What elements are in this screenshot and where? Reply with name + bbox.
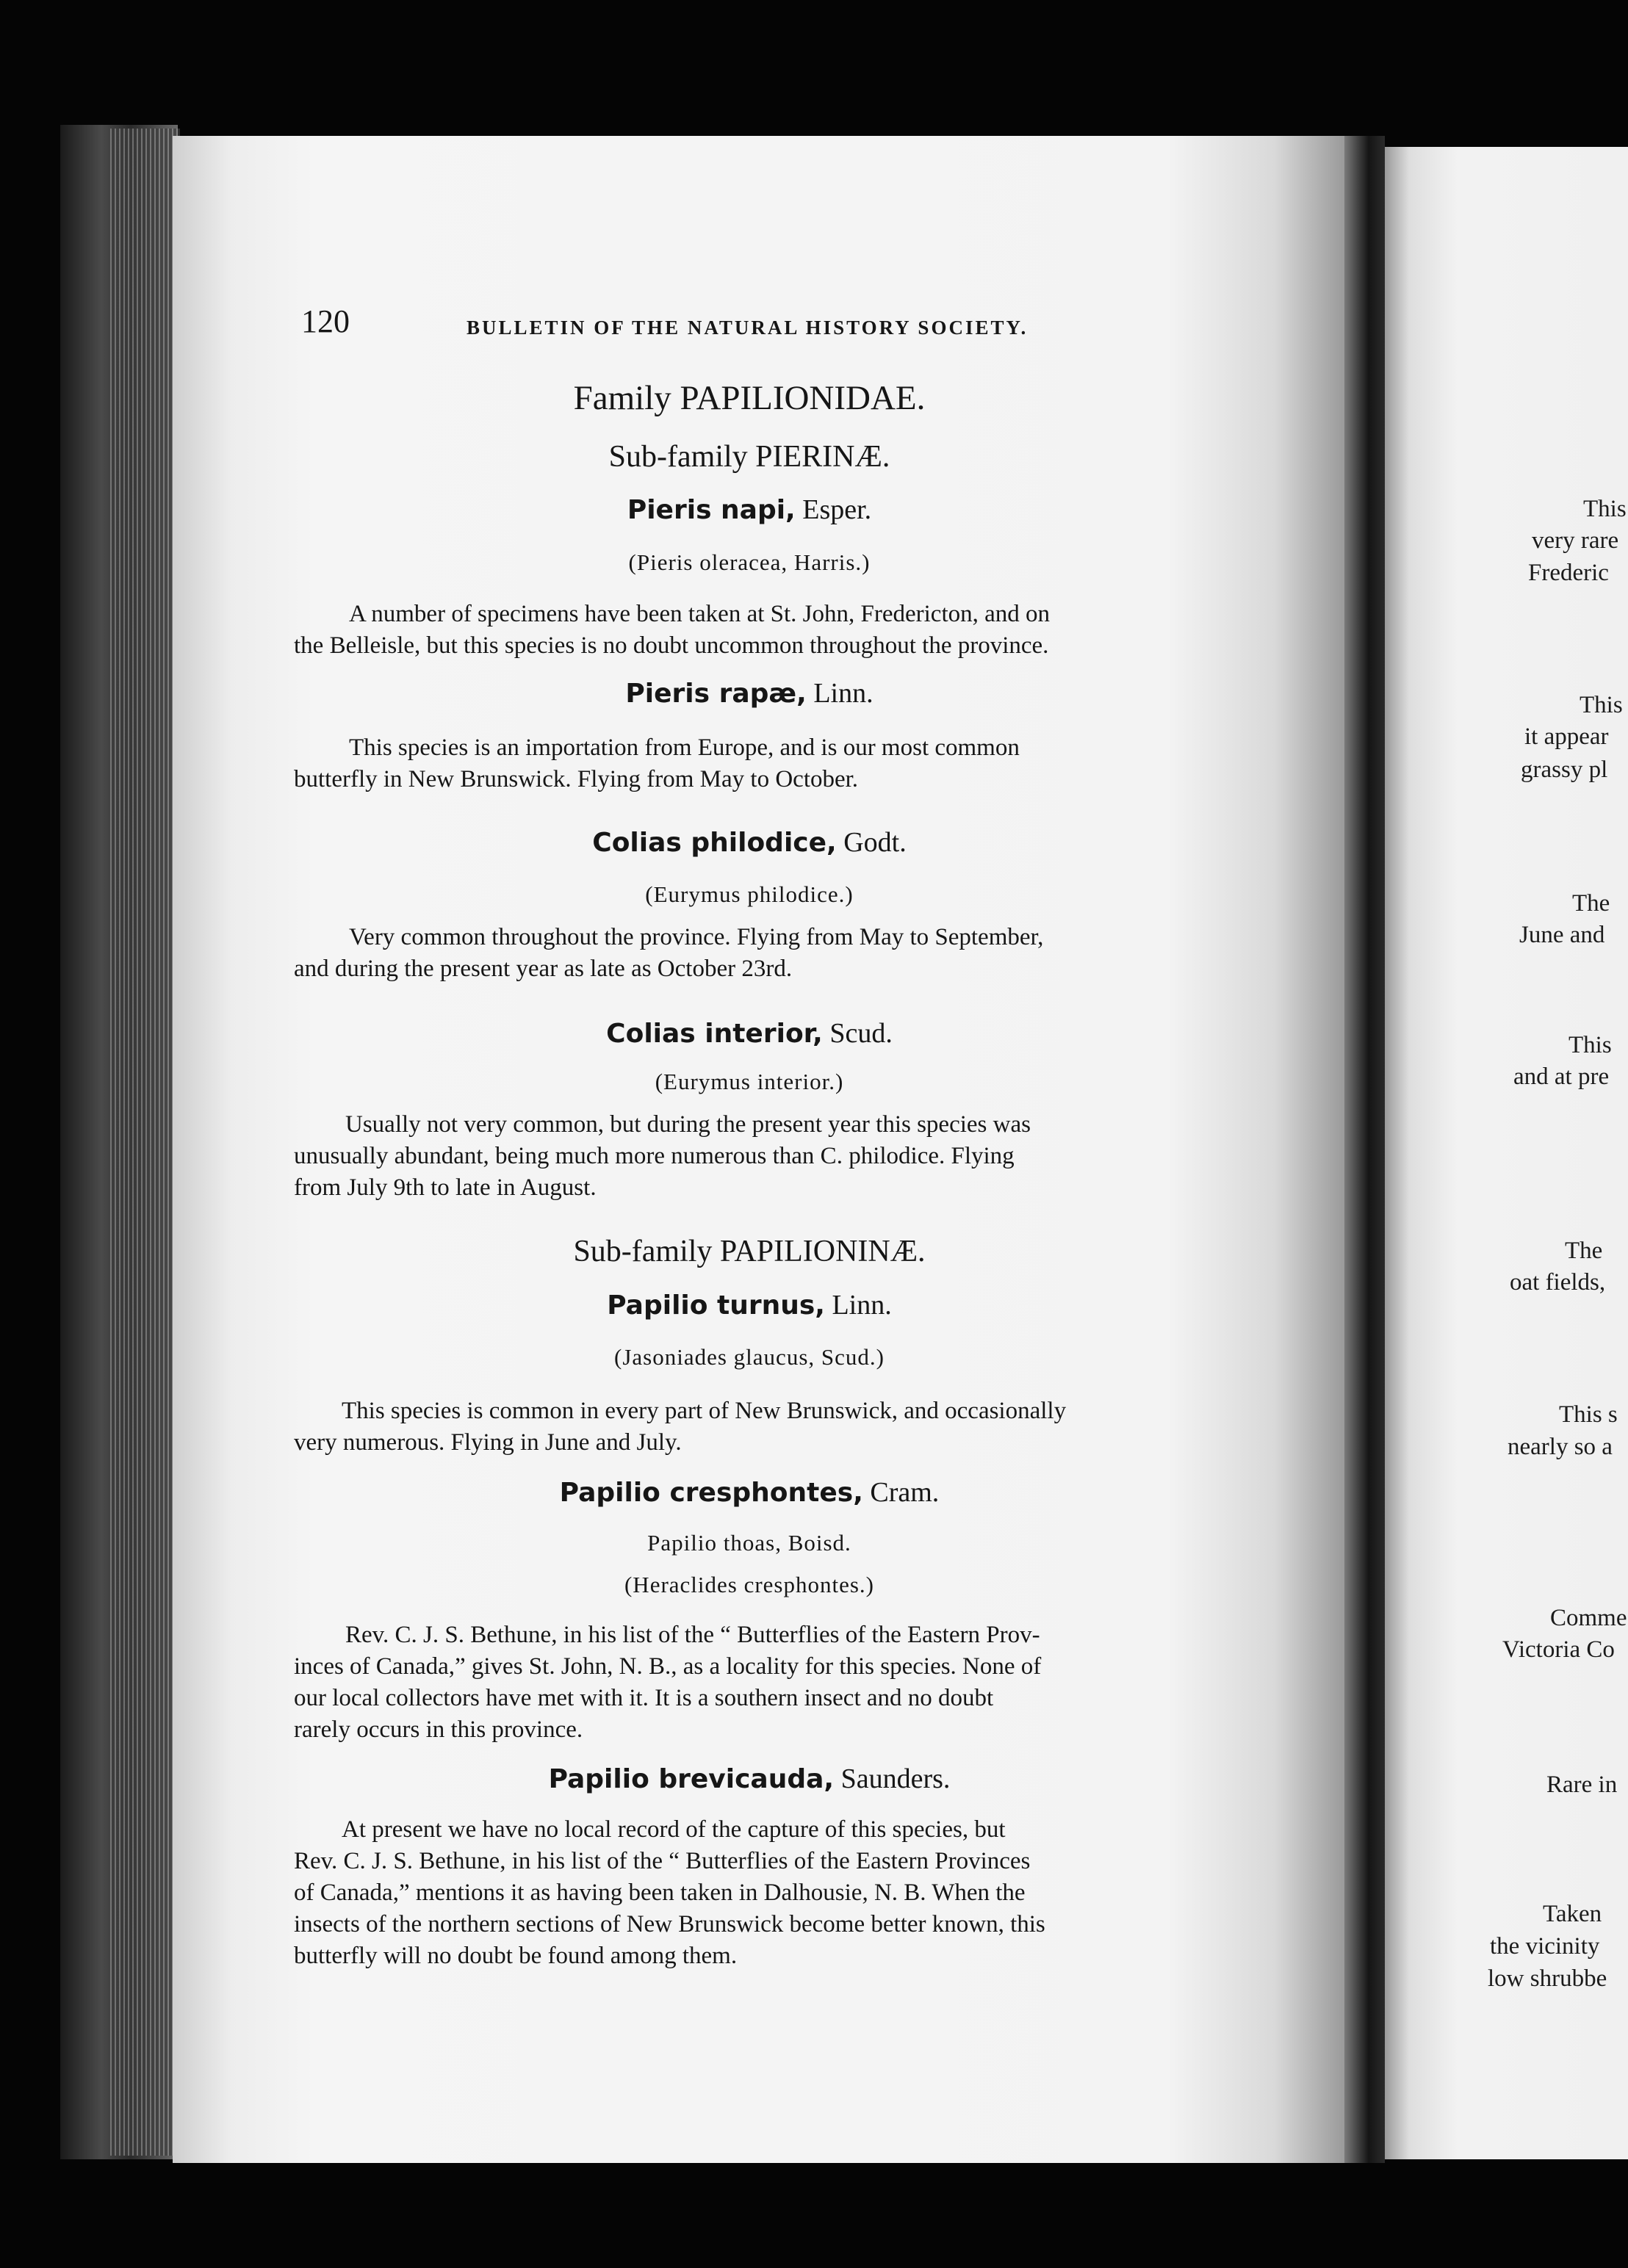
right-page-fragment: Frederic [1528, 560, 1609, 586]
species-description [294, 1109, 1223, 1204]
text-line: Rev. C. J. S. Bethune, in his list of the “ Butterflies of the Eastern Provinces [294, 1848, 1031, 1874]
text-line: Usually not very common, but during the present year this species was [345, 1111, 1031, 1138]
species-description [294, 1619, 1223, 1746]
synonym: Papilio thoas, Boisd. [647, 1530, 851, 1556]
right-page-fragment: low shrubbe [1488, 1965, 1607, 1992]
right-page-fragment: Comme [1550, 1605, 1627, 1631]
text-line: Rev. C. J. S. Bethune, in his list of the “ Butterflies of the Eastern Prov- [345, 1622, 1040, 1648]
species-name: Pieris rapæ, [625, 679, 807, 709]
text-line: This species is common in every part of New Brunswick, and occasionally [342, 1398, 1067, 1424]
species-author: Cram. [862, 1477, 940, 1508]
text-line: the Belleisle, but this species is no doubt uncommon throughout the province. [294, 632, 1049, 659]
text-line: At present we have no local record of the capture of this species, but [342, 1816, 1006, 1843]
page-edges [110, 129, 180, 2156]
subfamily-heading-pierinae: Sub-family PIERINÆ. [608, 440, 890, 474]
right-page-fragment: and at pre [1513, 1063, 1610, 1090]
species-name: Papilio brevicauda, [548, 1764, 835, 1794]
synonym: (Pieris oleracea, Harris.) [628, 549, 871, 575]
text-line: rarely occurs in this province. [294, 1716, 583, 1743]
species-description [294, 1814, 1223, 1972]
species-heading [279, 677, 1220, 709]
text-line: butterfly in New Brunswick. Flying from May to October. [294, 766, 859, 792]
species-heading [279, 1017, 1220, 1050]
species-author: Scud. [822, 1018, 893, 1049]
text-line: butterfly will no doubt be found among them. [294, 1943, 738, 1969]
right-page-fragment: it appear [1524, 723, 1609, 750]
right-page-fragment: June and [1519, 922, 1605, 948]
right-page-fragment: Rare in [1546, 1772, 1618, 1798]
text-line: This species is an importation from Europe, and is our most common [349, 734, 1020, 761]
synonym: (Heraclides cresphontes.) [624, 1572, 875, 1597]
species-author: Saunders. [834, 1763, 951, 1794]
species-description [294, 922, 1223, 985]
species-name: Colias interior, [606, 1019, 823, 1049]
synonym: (Jasoniades glaucus, Scud.) [614, 1344, 885, 1370]
right-page-fragment: Victoria Co [1502, 1636, 1615, 1663]
species-heading [279, 1289, 1220, 1321]
text-line: A number of specimens have been taken at St. John, Fredericton, and on [349, 601, 1051, 627]
species-name: Pieris napi, [627, 495, 796, 525]
text-line: very numerous. Flying in June and July. [294, 1429, 682, 1456]
text-line: Very common throughout the province. Flying from May to September, [349, 924, 1044, 950]
family-heading: Family PAPILIONIDAE. [573, 379, 926, 417]
subfamily-heading-papilioninae: Sub-family PAPILIONINÆ. [573, 1235, 926, 1268]
text-line: our local collectors have met with it. It is a southern insect and no doubt [294, 1685, 994, 1711]
right-page-fragment: This [1568, 1032, 1612, 1058]
right-page-fragment: very rare [1532, 527, 1619, 554]
species-name: Colias philodice, [592, 828, 837, 858]
species-heading [279, 1763, 1220, 1795]
species-heading [279, 826, 1220, 859]
right-page-fragment: the vicinity [1490, 1933, 1600, 1960]
species-description [294, 732, 1223, 795]
species-author: Esper. [795, 494, 872, 525]
right-page [1385, 147, 1628, 2159]
right-page-fragment: The [1565, 1238, 1603, 1264]
right-page-fragment: oat fields, [1510, 1269, 1606, 1296]
species-description [294, 599, 1223, 662]
running-title: BULLETIN OF THE NATURAL HISTORY SOCIETY. [467, 317, 1029, 339]
right-page-fragment: Taken [1543, 1901, 1602, 1927]
right-page-fragment: This [1583, 496, 1627, 522]
species-name: Papilio cresphontes, [559, 1478, 863, 1508]
text-line: inces of Canada,” gives St. John, N. B., as a locality for this species. None of [294, 1653, 1042, 1680]
text-line: unusually abundant, being much more numerous than C. philodice. Flying [294, 1143, 1015, 1169]
species-author: Linn. [806, 678, 874, 709]
right-page-fragment: The [1572, 890, 1610, 917]
species-heading [279, 1476, 1220, 1509]
right-page-fragment: This s [1559, 1401, 1618, 1428]
species-heading [279, 494, 1220, 526]
species-author: Godt. [836, 827, 907, 858]
text-line: from July 9th to late in August. [294, 1174, 597, 1201]
right-page-fragment: nearly so a [1508, 1434, 1613, 1460]
right-page-fragment: This [1580, 692, 1623, 718]
species-name: Papilio turnus, [607, 1290, 825, 1321]
page-number: 120 [301, 303, 350, 339]
species-author: Linn. [824, 1290, 892, 1321]
synonym: (Eurymus interior.) [655, 1069, 844, 1094]
text-line: and during the present year as late as October 23rd. [294, 956, 793, 982]
species-description [294, 1395, 1223, 1459]
book-gutter [1344, 136, 1385, 2163]
text-line: insects of the northern sections of New Brunswick become better known, this [294, 1911, 1045, 1937]
text-line: of Canada,” mentions it as having been taken in Dalhousie, N. B. When the [294, 1879, 1026, 1906]
synonym: (Eurymus philodice.) [645, 881, 854, 907]
right-page-fragment: grassy pl [1521, 756, 1608, 783]
